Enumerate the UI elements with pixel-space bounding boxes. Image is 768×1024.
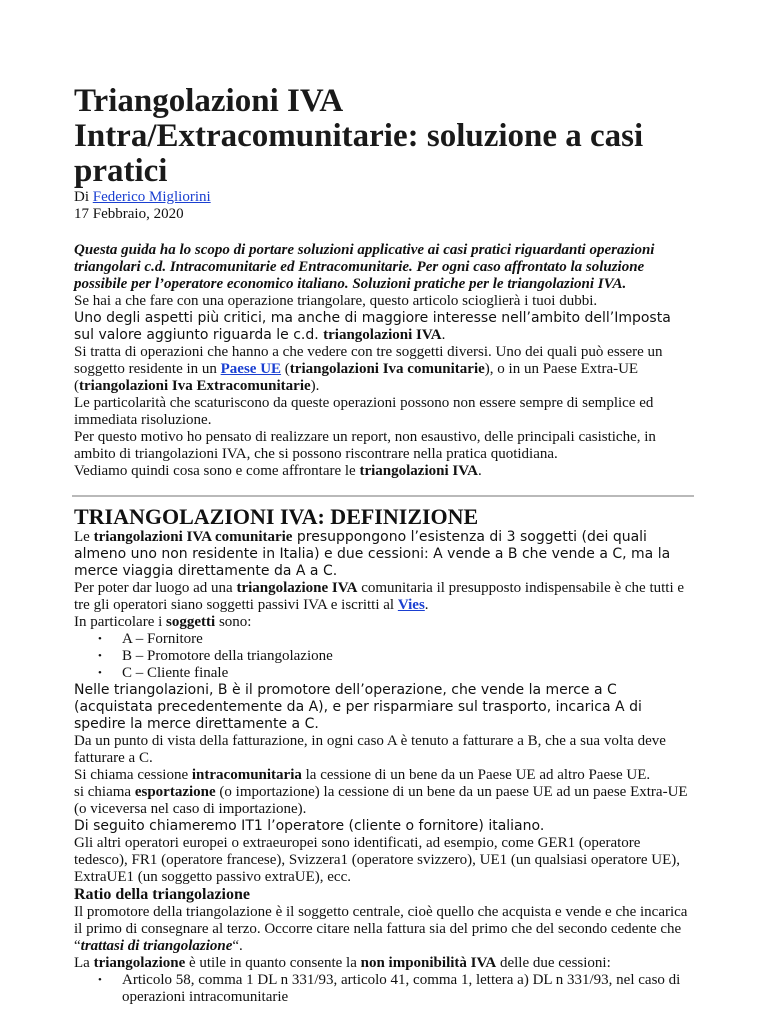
publish-date: 17 Febbraio, 2020 (74, 206, 184, 222)
paragraph-2: Uno degli aspetti più critici, ma anche di maggiore interesse nell’ambito dell’Imposta sul valore aggiunto riguarda le c.d. triangolazioni IVA. (74, 310, 671, 343)
definition-paragraph-1: Le triangolazioni IVA comunitarie presuppongono l’esistenza di 3 soggetti (dei quali almeno uno non residente in Italia) e due cessioni: A vende a B che vende a C, ma la merce viaggia direttamente da A a C. (74, 529, 671, 579)
list-item: • A – Fornitore (122, 631, 694, 648)
paragraph-3: Si tratta di operazioni che hanno a che vedere con tre soggetti diversi. Uno dei quali può essere un soggetto residente in un Paese UE (triangolazioni Iva comunitarie), o in un Paese Extra-UE (triangolazioni Iva Extracomunitarie). (74, 344, 663, 394)
list-item: • B – Promotore della triangolazione (122, 648, 694, 665)
vies-link[interactable]: Vies (397, 597, 425, 613)
soggetti-list (74, 631, 694, 682)
definition-paragraph-4: Nelle triangolazioni, B è il promotore dell’operazione, che vende la merce a C (acquistata precedentemente da A), e per risparmiare sul trasporto, incarica A di spedire la merce direttamente a C. (74, 682, 642, 732)
definition-paragraph-6: Si chiama cessione intracomunitaria la cessione di un bene da un Paese UE ad altro Paese UE. (74, 767, 651, 783)
list-item: • C – Cliente finale (122, 665, 694, 682)
byline (74, 189, 694, 206)
definition-paragraph-9: Gli altri operatori europei o extraeuropei sono identificati, ad esempio, come GER1 (operatore tedesco), FR1 (operatore francese), Svizzera1 (operatore svizzero), UE1 (un qualsiasi operatore UE), ExtraUE1 (un soggetto passivo extraUE), ecc. (74, 835, 680, 885)
definition-paragraph-5: Da un punto di vista della fatturazione, in ogni caso A è tenuto a fatturare a B, che a sua volta deve fatturare a C. (74, 733, 666, 766)
definition-paragraph-3: In particolare i soggetti sono: (74, 614, 252, 630)
cessioni-list (74, 972, 694, 1006)
definition-paragraph-2: Per poter dar luogo ad una triangolazione IVA comunitaria il presupposto indispensabile è che tutti e tre gli operatori siano soggetti passivi IVA e iscritti al Vies. (74, 580, 685, 613)
paese-ue-link[interactable]: Paese UE (220, 361, 282, 377)
definition-paragraph-7: si chiama esportazione (o importazione) la cessione di un bene da un paese UE ad un paese Extra-UE (o viceversa nel caso di importazione). (74, 784, 688, 817)
ratio-paragraph-2: La triangolazione è utile in quanto consente la non imponibilità IVA delle due cessioni: (74, 955, 611, 971)
page-title: Triangolazioni IVA Intra/Extracomunitarie: soluzione a casi pratici (74, 83, 644, 189)
definition-paragraph-8: Di seguito chiameremo IT1 l’operatore (cliente o fornitore) italiano. (74, 818, 545, 834)
byline-prefix: Di (74, 189, 93, 205)
paragraph-1: Se hai a che fare con una operazione triangolare, questo articolo scioglierà i tuoi dubbi. (74, 293, 598, 309)
paragraph-6: Vediamo quindi cosa sono e come affrontare le triangolazioni IVA. (74, 463, 482, 479)
list-item: • Articolo 58, comma 1 DL n 331/93, articolo 41, comma 1, lettera a) DL n 331/93, nel caso di operazioni intracomunitarie (122, 972, 694, 1006)
intro-paragraph: Questa guida ha lo scopo di portare soluzioni applicative ai casi pratici riguardanti operazioni triangolari c.d. Intracomunitarie ed Entracomunitarie. Per ogni caso affrontato la soluzione possibile per l’operatore economico italiano. Soluzioni pratiche per le triangolazioni IVA. (74, 242, 655, 292)
section-heading-definizione: TRIANGOLAZIONI IVA: DEFINIZIONE (74, 504, 479, 529)
author-link[interactable]: Federico Migliorini (92, 189, 211, 205)
section-heading-ratio: Ratio della triangolazione (74, 886, 250, 903)
paragraph-5: Per questo motivo ho pensato di realizzare un report, non esaustivo, delle principali casistiche, in ambito di triangolazioni IVA, che si possono riscontrare nella pratica quotidiana. (74, 429, 656, 462)
paragraph-4: Le particolarità che scaturiscono da queste operazioni possono non essere sempre di semplice ed immediata risoluzione. (74, 395, 654, 428)
section-divider (72, 495, 694, 497)
ratio-paragraph-1: Il promotore della triangolazione è il soggetto centrale, cioè quello che acquista e vende e che incarica il primo di consegnare al terzo. Occorre citare nella fattura sia del primo che del secondo cedente che “trattasi di triangolazione“. (74, 904, 688, 954)
